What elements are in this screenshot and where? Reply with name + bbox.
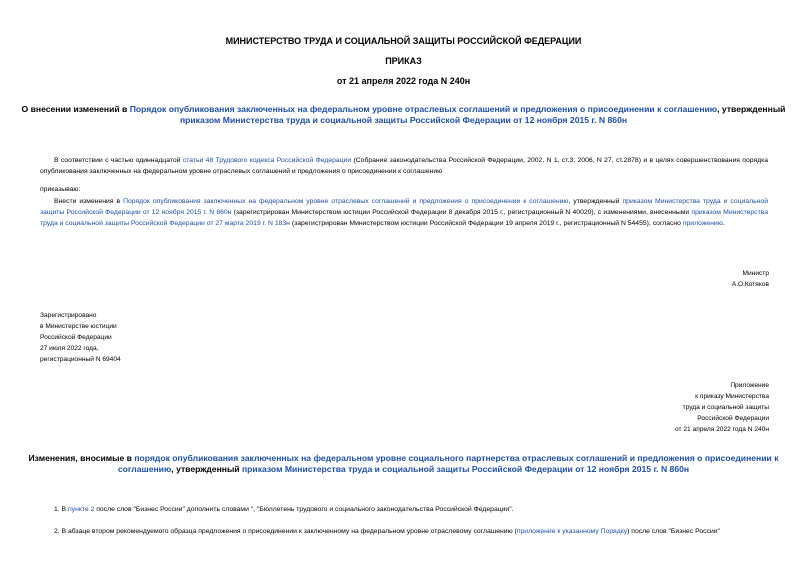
changes-title	[20, 453, 787, 475]
change-item-1-prefix: 1. В	[54, 506, 68, 513]
signature-position: Министр	[742, 270, 769, 277]
order-item-prefix: Внести изменения в	[54, 198, 124, 205]
order-item-link-appendix[interactable]: приложению	[682, 220, 723, 227]
signature-name: А.О.Котяков	[731, 281, 769, 288]
appendix-line: от 21 апреля 2022 года N 240н	[674, 426, 769, 433]
title-link-procedure[interactable]: Порядок опубликования заключенных на федеральном уровне отраслевых соглашений и предложения о присоединении к соглашению	[129, 104, 718, 114]
registration-line: 27 июля 2022 года,	[40, 345, 99, 352]
appendix-line: к приказу Министерства	[695, 393, 769, 400]
order-item-link-order-183n[interactable]: приказом Министерства труда и социальной защиты Российской Федерации от 27 марта 2019 г. N 183н	[40, 209, 768, 227]
order-item-mid1: , утвержденный	[568, 198, 623, 205]
change-item-1-suffix: после слов "Бизнес России" дополнить словами ", "Бюллетень трудового и социального законодательства Российской Федерации".	[94, 506, 514, 513]
appendix-line: Приложение	[730, 382, 769, 389]
registration-line: регистрационный N 69404	[40, 356, 121, 363]
title-link-order[interactable]: приказом Министерства труда и социальной защиты Российской Федерации от 12 ноября 2015 г. N 860н	[179, 115, 628, 125]
appendix-line: Российской Федерации	[697, 415, 769, 422]
change-item-1	[40, 504, 768, 515]
appendix-line: труда и социальной защиты	[682, 404, 769, 411]
changes-title-middle: , утвержденный	[171, 464, 242, 474]
registration-line: в Министерстве юстиции	[40, 323, 117, 330]
registration-line: Российской Федерации	[40, 334, 112, 341]
change-item-2-prefix: 2. В абзаце втором рекомендуемого образца предложения о присоединении к заключенному на федеральном уровне отраслевому соглашению (	[54, 528, 517, 535]
title-prefix: О внесении изменений в	[21, 104, 130, 114]
changes-title-link-procedure[interactable]: порядок опубликования заключенных на федеральном уровне социального партнерства отраслевых соглашений и предложения о присоединении к соглашению	[117, 453, 779, 474]
appendix-reference	[675, 380, 769, 435]
order-item-link-order-860n[interactable]: приказом Министерства труда и социальной защиты Российской Федерации от 12 ноября 2015 г. N 860н	[40, 198, 768, 216]
change-item-2-suffix: ) после слов "Бизнес России"	[627, 528, 720, 535]
preamble-suffix: (Собрание законодательства Российской Федерации, 2002, N 1, ст.3; 2006, N 27, ст.2878) и в целях совершенствования порядка опубликования заключенных на федеральном уровне отраслевых соглашений и предложения о присоединении к соглашению	[40, 157, 768, 175]
order-item-mid3: (зарегистрирован Министерством юстиции Российской Федерации 19 апреля 2019 г., регистрационный N 54455), согласно	[289, 220, 683, 227]
order-item-mid2: (зарегистрирован Министерством юстиции Российской Федерации 8 декабря 2015 г., регистрационный N 40020), с изменениями, внесенными	[231, 209, 692, 216]
change-item-2-link-appendix[interactable]: приложение к указанному Порядку	[516, 528, 628, 535]
order-item-link-procedure[interactable]: Порядок опубликования заключенных на федеральном уровне отраслевых соглашений и предложения о присоединении к соглашению	[123, 198, 569, 205]
preamble-prefix: В соответствии с частью одиннадцатой	[54, 157, 183, 164]
order-item-paragraph	[40, 196, 768, 229]
ministry-heading: МИНИСТЕРСТВО ТРУДА И СОЦИАЛЬНОЙ ЗАЩИТЫ РОССИЙСКОЙ ФЕДЕРАЦИИ	[225, 36, 582, 46]
preamble-paragraph	[40, 155, 768, 177]
order-item-end: .	[722, 220, 725, 227]
order-title	[20, 104, 787, 126]
change-item-1-link-point-2[interactable]: пункте 2	[67, 506, 95, 513]
preamble-link-labor-code[interactable]: статьи 48 Трудового кодекса Российской Федерации	[182, 157, 352, 164]
changes-title-link-order[interactable]: приказом Министерства труда и социальной защиты Российской Федерации от 12 ноября 2015 г. N 860н	[241, 464, 690, 474]
changes-title-prefix: Изменения, вносимые в	[28, 453, 135, 463]
change-item-2	[40, 526, 768, 537]
order-word: приказываю:	[40, 186, 81, 193]
doc-date-number: от 21 апреля 2022 года N 240н	[336, 76, 471, 86]
title-middle: , утвержденный	[717, 104, 786, 114]
doc-type: ПРИКАЗ	[385, 56, 422, 66]
registration-line: Зарегистрировано	[40, 312, 97, 319]
registration-block	[40, 310, 121, 365]
